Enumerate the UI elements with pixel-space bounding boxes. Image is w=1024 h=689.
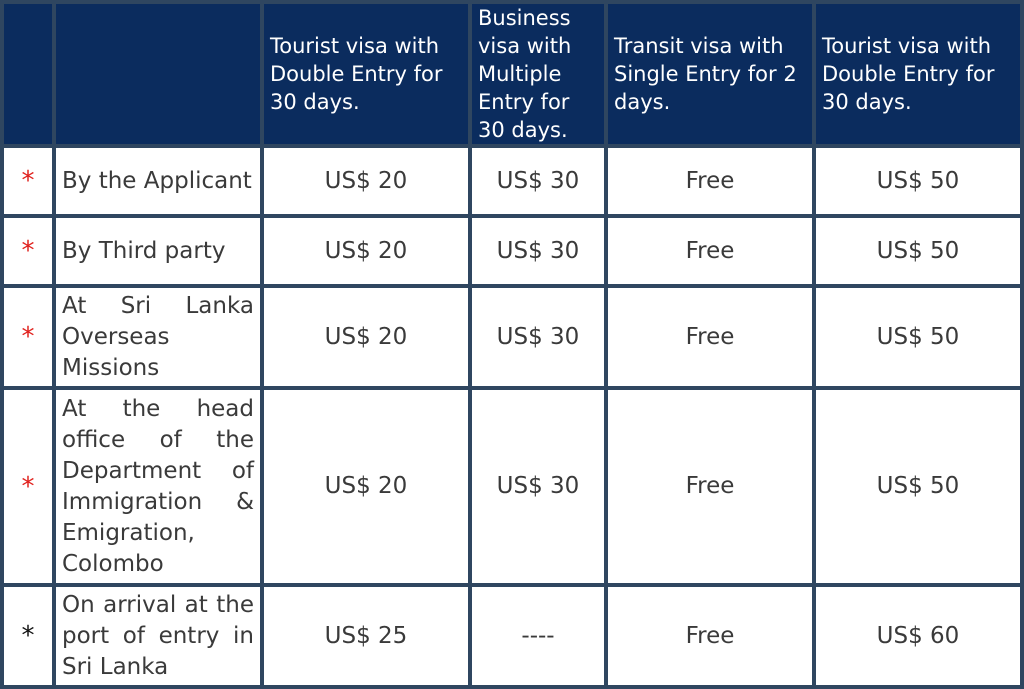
fee-tourist-2: US$ 60 [816,587,1020,685]
table-row [4,587,1020,685]
table-row [4,390,1020,583]
header-cell-method [56,4,260,144]
header-tourist-double-entry-2: Tourist visa with Double Entry for 30 days. [816,4,1020,144]
asterisk-icon: * [4,148,52,214]
fee-tourist: US$ 20 [264,148,468,214]
header-tourist-double-entry: Tourist visa with Double Entry for 30 days. [264,4,468,144]
fee-tourist: US$ 20 [264,288,468,386]
asterisk-icon: * [4,218,52,284]
table-row [4,218,1020,284]
fee-business: ---- [472,587,604,685]
table-row [4,288,1020,386]
header-row [4,4,1020,144]
fee-tourist: US$ 20 [264,390,468,583]
fee-tourist-2: US$ 50 [816,288,1020,386]
asterisk-icon: * [4,288,52,386]
fee-tourist: US$ 20 [264,218,468,284]
table-row [4,148,1020,214]
fee-tourist-2: US$ 50 [816,390,1020,583]
fee-business: US$ 30 [472,288,604,386]
header-transit-single-entry: Transit visa with Single Entry for 2 days. [608,4,812,144]
application-method: By the Applicant [56,148,260,214]
application-method: At Sri Lanka Overseas Missions [56,288,260,386]
fee-transit: Free [608,148,812,214]
fee-business: US$ 30 [472,148,604,214]
fee-business: US$ 30 [472,390,604,583]
fee-transit: Free [608,218,812,284]
fee-tourist: US$ 25 [264,587,468,685]
fee-transit: Free [608,390,812,583]
asterisk-icon: * [4,390,52,583]
asterisk-icon: * [4,587,52,685]
fee-tourist-2: US$ 50 [816,218,1020,284]
fee-tourist-2: US$ 50 [816,148,1020,214]
fee-business: US$ 30 [472,218,604,284]
header-business-multiple-entry: Business visa with Multiple Entry for 30 days. [472,4,604,144]
application-method: By Third party [56,218,260,284]
fee-transit: Free [608,288,812,386]
application-method: On arrival at the port of entry in Sri Lanka [56,587,260,685]
fee-transit: Free [608,587,812,685]
header-cell-marker [4,4,52,144]
application-method: At the head office of the Department of Immigration & Emigration, Colombo [56,390,260,583]
